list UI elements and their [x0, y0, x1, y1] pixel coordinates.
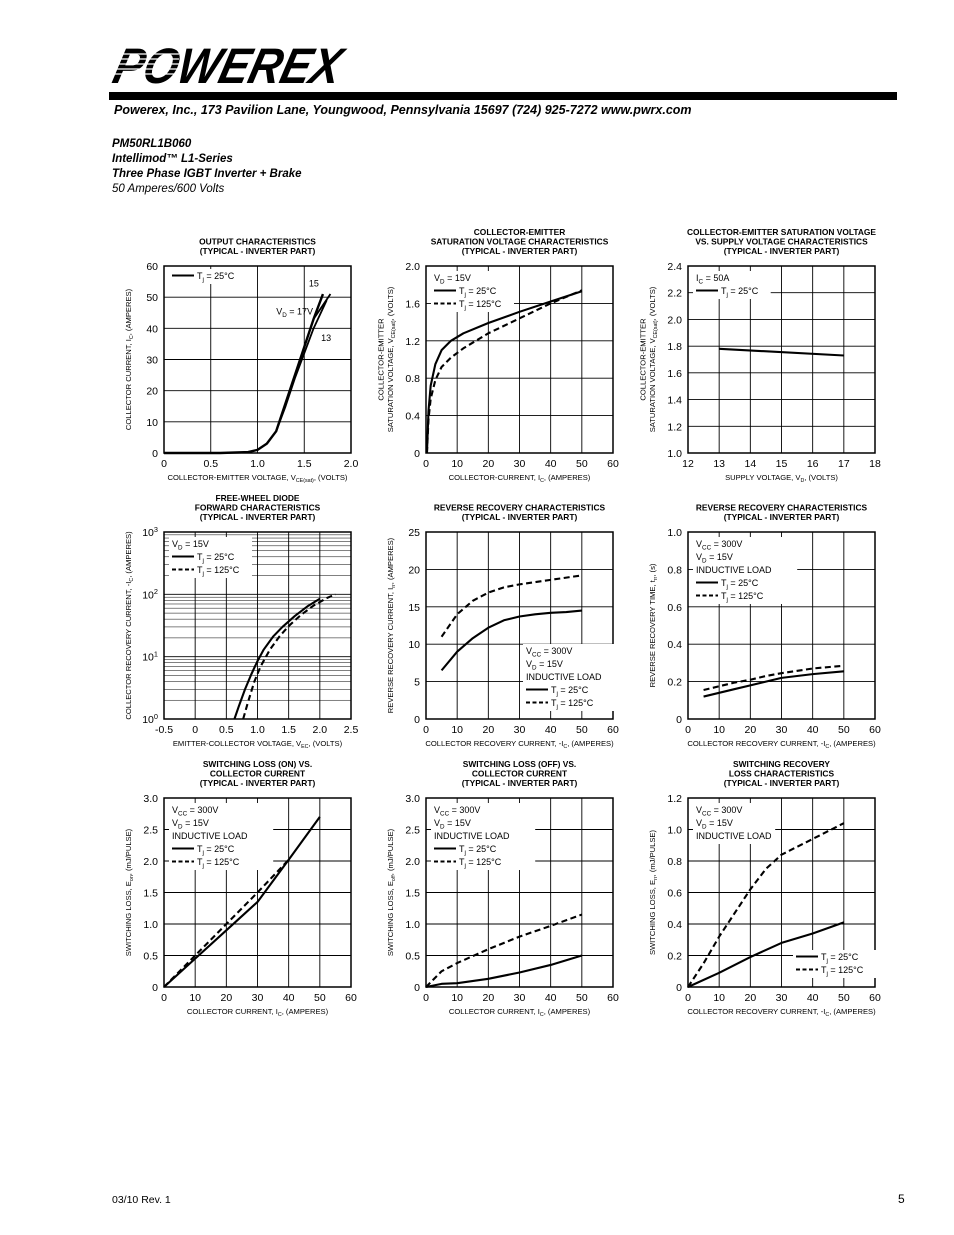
x-tick-label: 50	[575, 458, 588, 470]
x-tick-label: 50	[837, 724, 850, 736]
y-tick-label: $10^2$	[142, 587, 158, 602]
chart-title-line: (TYPICAL - INVERTER PART)	[723, 246, 840, 256]
x-tick-label: -0.5	[154, 724, 174, 736]
chart-title-line: OUTPUT CHARACTERISTICS	[199, 236, 316, 247]
product-description: Three Phase IGBT Inverter + Brake	[112, 168, 302, 180]
x-tick-label: 15	[775, 458, 788, 470]
y-tick-label: 1.8	[667, 341, 682, 354]
x-tick-label: 20	[482, 724, 495, 736]
legend-entry: $V_D = 15V$	[172, 539, 209, 552]
chart-title-line: SWITCHING RECOVERY	[733, 759, 830, 769]
y-tick-label: 1.5	[405, 887, 420, 900]
chart-legend	[693, 271, 771, 299]
y-tick-label: 0.5	[143, 950, 158, 963]
legend-entry: $V_{CC} = 300V$	[696, 539, 743, 552]
legend-entry: $T_j = 25^\circ C$	[197, 271, 235, 284]
x-tick-label: 12	[682, 458, 694, 470]
y-tick-label: 1.6	[405, 298, 420, 311]
chart-5	[386, 503, 627, 751]
chart-title-line: SATURATION VOLTAGE CHARACTERISTICS	[430, 236, 609, 247]
y-tick-label: 50	[146, 292, 158, 305]
page-number: 5	[898, 1192, 905, 1206]
x-tick-label: 40	[806, 724, 819, 736]
chart-legend	[169, 537, 252, 578]
legend-entry: $T_j = 25^\circ C$	[721, 286, 759, 299]
x-tick-label: 10	[451, 992, 464, 1004]
x-tick-label: 0	[161, 992, 167, 1004]
x-tick-label: 30	[513, 992, 526, 1004]
y-tick-label: 30	[146, 354, 158, 367]
x-tick-label: 20	[482, 458, 495, 470]
x-tick-label: 16	[806, 458, 819, 470]
x-tick-label: 50	[837, 992, 850, 1004]
legend-entry: INDUCTIVE LOAD	[172, 831, 248, 841]
y-tick-label: 10	[146, 416, 158, 429]
x-axis-label: COLLECTOR RECOVERY CURRENT, $-I_C$, (AMPERES)	[425, 739, 614, 751]
x-tick-label: 50	[575, 992, 588, 1004]
x-tick-label: 40	[544, 992, 557, 1004]
chart-title-line: (TYPICAL - INVERTER PART)	[199, 246, 316, 256]
series-line	[442, 575, 582, 636]
chart-legend	[169, 269, 247, 284]
curve-annotation: 15	[308, 278, 319, 289]
legend-entry: $V_{CC} = 300V$	[696, 805, 743, 818]
series-line	[704, 666, 844, 690]
chart-title-line: SWITCHING LOSS (OFF) VS.	[462, 759, 577, 769]
y-axis-label: REVERSE RECOVERY CURRENT, $I_{rr}$, (AMPERES)	[386, 537, 398, 714]
x-tick-label: 60	[869, 992, 881, 1004]
chart-4	[124, 493, 358, 750]
y-tick-label: 0	[414, 714, 420, 726]
y-tick-label: 0.2	[667, 676, 682, 689]
y-tick-label: 1.6	[667, 367, 682, 380]
x-tick-label: 30	[251, 992, 264, 1004]
y-tick-label: 0	[676, 714, 682, 726]
legend-entry: $V_D = 15V$	[172, 818, 209, 831]
y-tick-label: $10^3$	[142, 524, 158, 539]
y-tick-label: 0.5	[405, 950, 420, 963]
chart-3	[639, 227, 881, 484]
x-tick-label: 1.0	[250, 724, 265, 736]
y-tick-label: 2.0	[405, 261, 420, 273]
legend-entry: $V_D = 15V$	[434, 818, 471, 831]
chart-title-line: REVERSE RECOVERY CHARACTERISTICS	[695, 502, 868, 513]
y-tick-label: $10^1$	[142, 649, 158, 664]
chart-2	[377, 227, 619, 484]
x-tick-label: 0.5	[203, 458, 219, 470]
chart-legend	[693, 537, 797, 604]
x-tick-label: 0	[685, 724, 691, 736]
x-tick-label: 50	[575, 724, 588, 736]
chart-title-line: COLLECTOR CURRENT	[209, 768, 306, 779]
y-tick-label: 1.0	[667, 824, 682, 837]
y-tick-label: 1.0	[143, 919, 158, 931]
y-axis-label: COLLECTOR RECOVERY CURRENT, $-I_C$, (AMPERES)	[124, 531, 136, 720]
x-tick-label: 20	[482, 992, 495, 1004]
x-tick-label: 60	[607, 458, 619, 470]
y-tick-label: 0.8	[667, 564, 682, 577]
x-tick-label: 50	[313, 992, 326, 1004]
x-axis-label: SUPPLY VOLTAGE, $V_D$, (VOLTS)	[725, 473, 838, 485]
logo-text: POWEREX	[108, 37, 378, 94]
legend-entry: $V_D = 15V$	[526, 659, 563, 672]
y-tick-label: $10^0$	[142, 711, 158, 726]
chart-title-line: (TYPICAL - INVERTER PART)	[723, 778, 840, 788]
series-line	[164, 294, 323, 453]
x-tick-label: 0	[423, 458, 429, 470]
y-axis-label: COLLECTOR-EMITTER	[376, 318, 386, 401]
y-tick-label: 0	[152, 982, 158, 994]
x-tick-label: 20	[744, 724, 757, 736]
x-tick-label: 60	[869, 724, 881, 736]
chart-legend	[793, 950, 876, 978]
y-tick-label: 20	[408, 564, 420, 577]
y-tick-label: 60	[146, 261, 158, 273]
chart-6	[648, 503, 881, 751]
chart-title-line: COLLECTOR-EMITTER SATURATION VOLTAGE	[686, 227, 877, 237]
legend-entry: $T_j = 25^\circ C$	[459, 844, 497, 857]
x-tick-label: 20	[744, 992, 757, 1004]
series-line	[234, 599, 319, 719]
y-tick-label: 0.8	[667, 856, 682, 868]
chart-title-line: (TYPICAL - INVERTER PART)	[723, 512, 840, 522]
x-tick-label: 0.5	[219, 724, 234, 736]
legend-entry: $V_D = 15V$	[696, 552, 733, 565]
y-tick-label: 2.4	[667, 261, 682, 273]
x-tick-label: 40	[806, 992, 819, 1004]
y-axis-label: COLLECTOR CURRENT, $I_C$, (AMPERES)	[124, 288, 136, 431]
x-tick-label: 30	[775, 992, 788, 1004]
chart-7	[124, 759, 357, 1018]
x-tick-label: 0	[423, 992, 429, 1004]
y-axis-label: SWITCHING LOSS, $E_{off}$, (mJ/PULSE)	[386, 828, 398, 957]
legend-entry: INDUCTIVE LOAD	[434, 831, 510, 841]
y-tick-label: 2.0	[405, 856, 420, 868]
chart-legend	[523, 644, 627, 711]
x-tick-label: 10	[451, 724, 464, 736]
curve-annotation: $V_D = 17V$	[276, 306, 314, 319]
product-series: Intellimod™ L1-Series	[112, 153, 233, 165]
x-tick-label: 0	[423, 724, 429, 736]
chart-title-line: FORWARD CHARACTERISTICS	[194, 502, 321, 513]
legend-entry: $V_D = 15V$	[696, 818, 733, 831]
x-tick-label: 20	[220, 992, 233, 1004]
x-tick-label: 40	[544, 458, 557, 470]
x-tick-label: 10	[713, 992, 726, 1004]
product-rating: 50 Amperes/600 Volts	[112, 183, 225, 195]
x-axis-label: COLLECTOR CURRENT, $I_C$, (AMPERES)	[448, 1007, 591, 1019]
y-axis-label: SATURATION VOLTAGE, $V_{CE(sat)}$, (VOLTS)	[648, 286, 660, 433]
chart-legend	[693, 803, 775, 844]
legend-entry: $T_j = 125^\circ C$	[551, 698, 594, 711]
x-tick-label: 40	[282, 992, 295, 1004]
y-tick-label: 2.5	[405, 824, 420, 837]
chart-title-line: COLLECTOR CURRENT	[471, 768, 568, 779]
y-tick-label: 1.2	[405, 335, 420, 348]
x-tick-label: 10	[451, 458, 464, 470]
x-tick-label: 14	[744, 458, 757, 470]
x-tick-label: 2.0	[312, 724, 328, 736]
legend-entry: $T_j = 25^\circ C$	[197, 844, 235, 857]
x-axis-label: COLLECTOR RECOVERY CURRENT, $-I_C$, (AMPERES)	[687, 1007, 876, 1019]
chart-8	[386, 759, 619, 1018]
x-tick-label: 17	[837, 458, 850, 470]
legend-entry: INDUCTIVE LOAD	[696, 565, 772, 575]
x-tick-label: 0	[192, 724, 199, 736]
legend-entry: $T_j = 25^\circ C$	[197, 552, 235, 565]
y-tick-label: 1.0	[667, 527, 682, 539]
y-tick-label: 0.4	[667, 919, 682, 931]
x-axis-label: COLLECTOR-EMITTER VOLTAGE, $V_{CE(sat)}$, (VOLTS)	[167, 473, 348, 485]
legend-entry: $T_j = 125^\circ C$	[459, 299, 502, 312]
x-tick-label: 60	[607, 724, 619, 736]
chart-title-line: LOSS CHARACTERISTICS	[728, 768, 835, 779]
y-tick-label: 20	[146, 385, 158, 398]
chart-title-line: (TYPICAL - INVERTER PART)	[199, 778, 316, 788]
x-axis-label: COLLECTOR-CURRENT, $I_C$, (AMPERES)	[448, 473, 591, 485]
y-tick-label: 0	[414, 982, 420, 994]
legend-entry: $V_{CC} = 300V$	[172, 805, 219, 818]
y-tick-label: 5	[414, 676, 420, 689]
x-tick-label: 60	[345, 992, 357, 1004]
x-tick-label: 1.5	[281, 724, 296, 736]
y-tick-label: 3.0	[405, 793, 420, 805]
y-axis-label: SATURATION VOLTAGE, $V_{CE(sat)}$, (VOLTS)	[386, 286, 398, 433]
chart-title-line: REVERSE RECOVERY CHARACTERISTICS	[433, 502, 606, 513]
y-axis-label: REVERSE RECOVERY TIME, $t_{rr}$, (s)	[648, 563, 660, 688]
x-tick-label: 10	[713, 724, 726, 736]
y-tick-label: 10	[408, 639, 420, 652]
series-line	[427, 291, 582, 453]
y-tick-label: 0.6	[667, 887, 682, 900]
chart-title-line: FREE-WHEEL DIODE	[215, 493, 300, 503]
x-tick-label: 0	[161, 458, 167, 470]
x-axis-label: EMITTER-COLLECTOR VOLTAGE, $V_{EC}$, (VOLTS)	[172, 739, 343, 751]
legend-entry: $T_j = 125^\circ C$	[197, 565, 240, 578]
legend-entry: $V_{CC} = 300V$	[434, 805, 481, 818]
legend-entry: $T_j = 125^\circ C$	[459, 857, 502, 870]
x-tick-label: 30	[513, 458, 526, 470]
chart-9	[648, 759, 881, 1018]
legend-entry: INDUCTIVE LOAD	[696, 831, 772, 841]
y-tick-label: 1.2	[667, 421, 682, 434]
chart-1	[124, 237, 358, 485]
y-axis-label: SWITCHING LOSS, $E_{rr}$, (mJ/PULSE)	[648, 829, 660, 956]
company-address: Powerex, Inc., 173 Pavilion Lane, Youngwood, Pennsylvania 15697 (724) 925-7272 www.pwrx.com	[114, 103, 692, 117]
legend-entry: $T_j = 25^\circ C$	[459, 286, 497, 299]
x-tick-label: 2.0	[343, 458, 359, 470]
y-tick-label: 0.4	[405, 410, 420, 423]
x-axis-label: COLLECTOR CURRENT, $I_C$, (AMPERES)	[186, 1007, 329, 1019]
y-tick-label: 0.4	[667, 639, 682, 652]
x-tick-label: 40	[544, 724, 557, 736]
y-axis-label: SWITCHING LOSS, $E_{on}$, (mJ/PULSE)	[124, 828, 136, 957]
legend-entry: $T_j = 125^\circ C$	[821, 965, 864, 978]
y-tick-label: 1.2	[667, 793, 682, 805]
x-tick-label: 10	[189, 992, 202, 1004]
chart-legend	[169, 803, 273, 870]
x-tick-label: 30	[513, 724, 526, 736]
curve-annotation: 13	[321, 332, 332, 343]
series-line	[427, 290, 582, 453]
legend-entry: $T_j = 25^\circ C$	[721, 578, 759, 591]
legend-entry: $V_D = 15V$	[434, 273, 471, 286]
chart-legend	[431, 803, 535, 870]
legend-entry: $V_{CC} = 300V$	[526, 646, 573, 659]
chart-title-line: COLLECTOR-EMITTER	[473, 227, 566, 237]
y-tick-label: 2.0	[143, 856, 158, 868]
y-tick-label: 2.0	[667, 314, 682, 327]
x-tick-label: 60	[607, 992, 619, 1004]
chart-title-line: (TYPICAL - INVERTER PART)	[461, 246, 578, 256]
legend-entry: $T_j = 25^\circ C$	[551, 685, 589, 698]
x-tick-label: 13	[713, 458, 726, 470]
y-tick-label: 0	[676, 982, 682, 994]
legend-entry: $T_j = 125^\circ C$	[721, 591, 764, 604]
chart-legend	[431, 271, 514, 312]
revision-label: 03/10 Rev. 1	[112, 1194, 171, 1206]
chart-title-line: (TYPICAL - INVERTER PART)	[461, 778, 578, 788]
y-tick-label: 1.5	[143, 887, 158, 900]
y-tick-label: 40	[146, 323, 158, 336]
y-tick-label: 0.2	[667, 950, 682, 963]
chart-title-line: (TYPICAL - INVERTER PART)	[461, 512, 578, 522]
legend-entry: INDUCTIVE LOAD	[526, 672, 602, 682]
y-tick-label: 0	[414, 448, 420, 460]
x-tick-label: 1.0	[250, 458, 265, 470]
y-tick-label: 0.8	[405, 373, 420, 386]
y-tick-label: 1.4	[667, 394, 682, 407]
y-tick-label: 3.0	[143, 793, 158, 805]
x-tick-label: 2.5	[343, 724, 359, 736]
legend-entry: $I_C = 50A$	[696, 273, 730, 286]
x-tick-label: 30	[775, 724, 788, 736]
y-tick-label: 2.2	[667, 287, 682, 300]
series-line	[276, 300, 326, 431]
legend-entry: $T_j = 25^\circ C$	[821, 952, 859, 965]
chart-title-line: VS. SUPPLY VOLTAGE CHARACTERISTICS	[695, 236, 868, 247]
y-tick-label: 2.5	[143, 824, 158, 837]
x-tick-label: 18	[869, 458, 881, 470]
legend-entry: $T_j = 125^\circ C$	[197, 857, 240, 870]
y-tick-label: 1.0	[405, 919, 420, 931]
y-tick-label: 0	[152, 448, 158, 460]
series-line	[426, 956, 582, 988]
x-axis-label: COLLECTOR RECOVERY CURRENT, $-I_C$, (AMPERES)	[687, 739, 876, 751]
x-tick-label: 1.5	[296, 458, 312, 470]
chart-title-line: SWITCHING LOSS (ON) VS.	[202, 759, 313, 769]
y-tick-label: 25	[408, 527, 420, 539]
x-tick-label: 0	[685, 992, 691, 1004]
part-number: PM50RL1B060	[112, 138, 192, 150]
y-tick-label: 1.0	[667, 448, 682, 460]
y-axis-label: COLLECTOR-EMITTER	[638, 318, 648, 401]
chart-title-line: (TYPICAL - INVERTER PART)	[199, 512, 316, 522]
y-tick-label: 15	[408, 601, 420, 614]
y-tick-label: 0.6	[667, 601, 682, 614]
